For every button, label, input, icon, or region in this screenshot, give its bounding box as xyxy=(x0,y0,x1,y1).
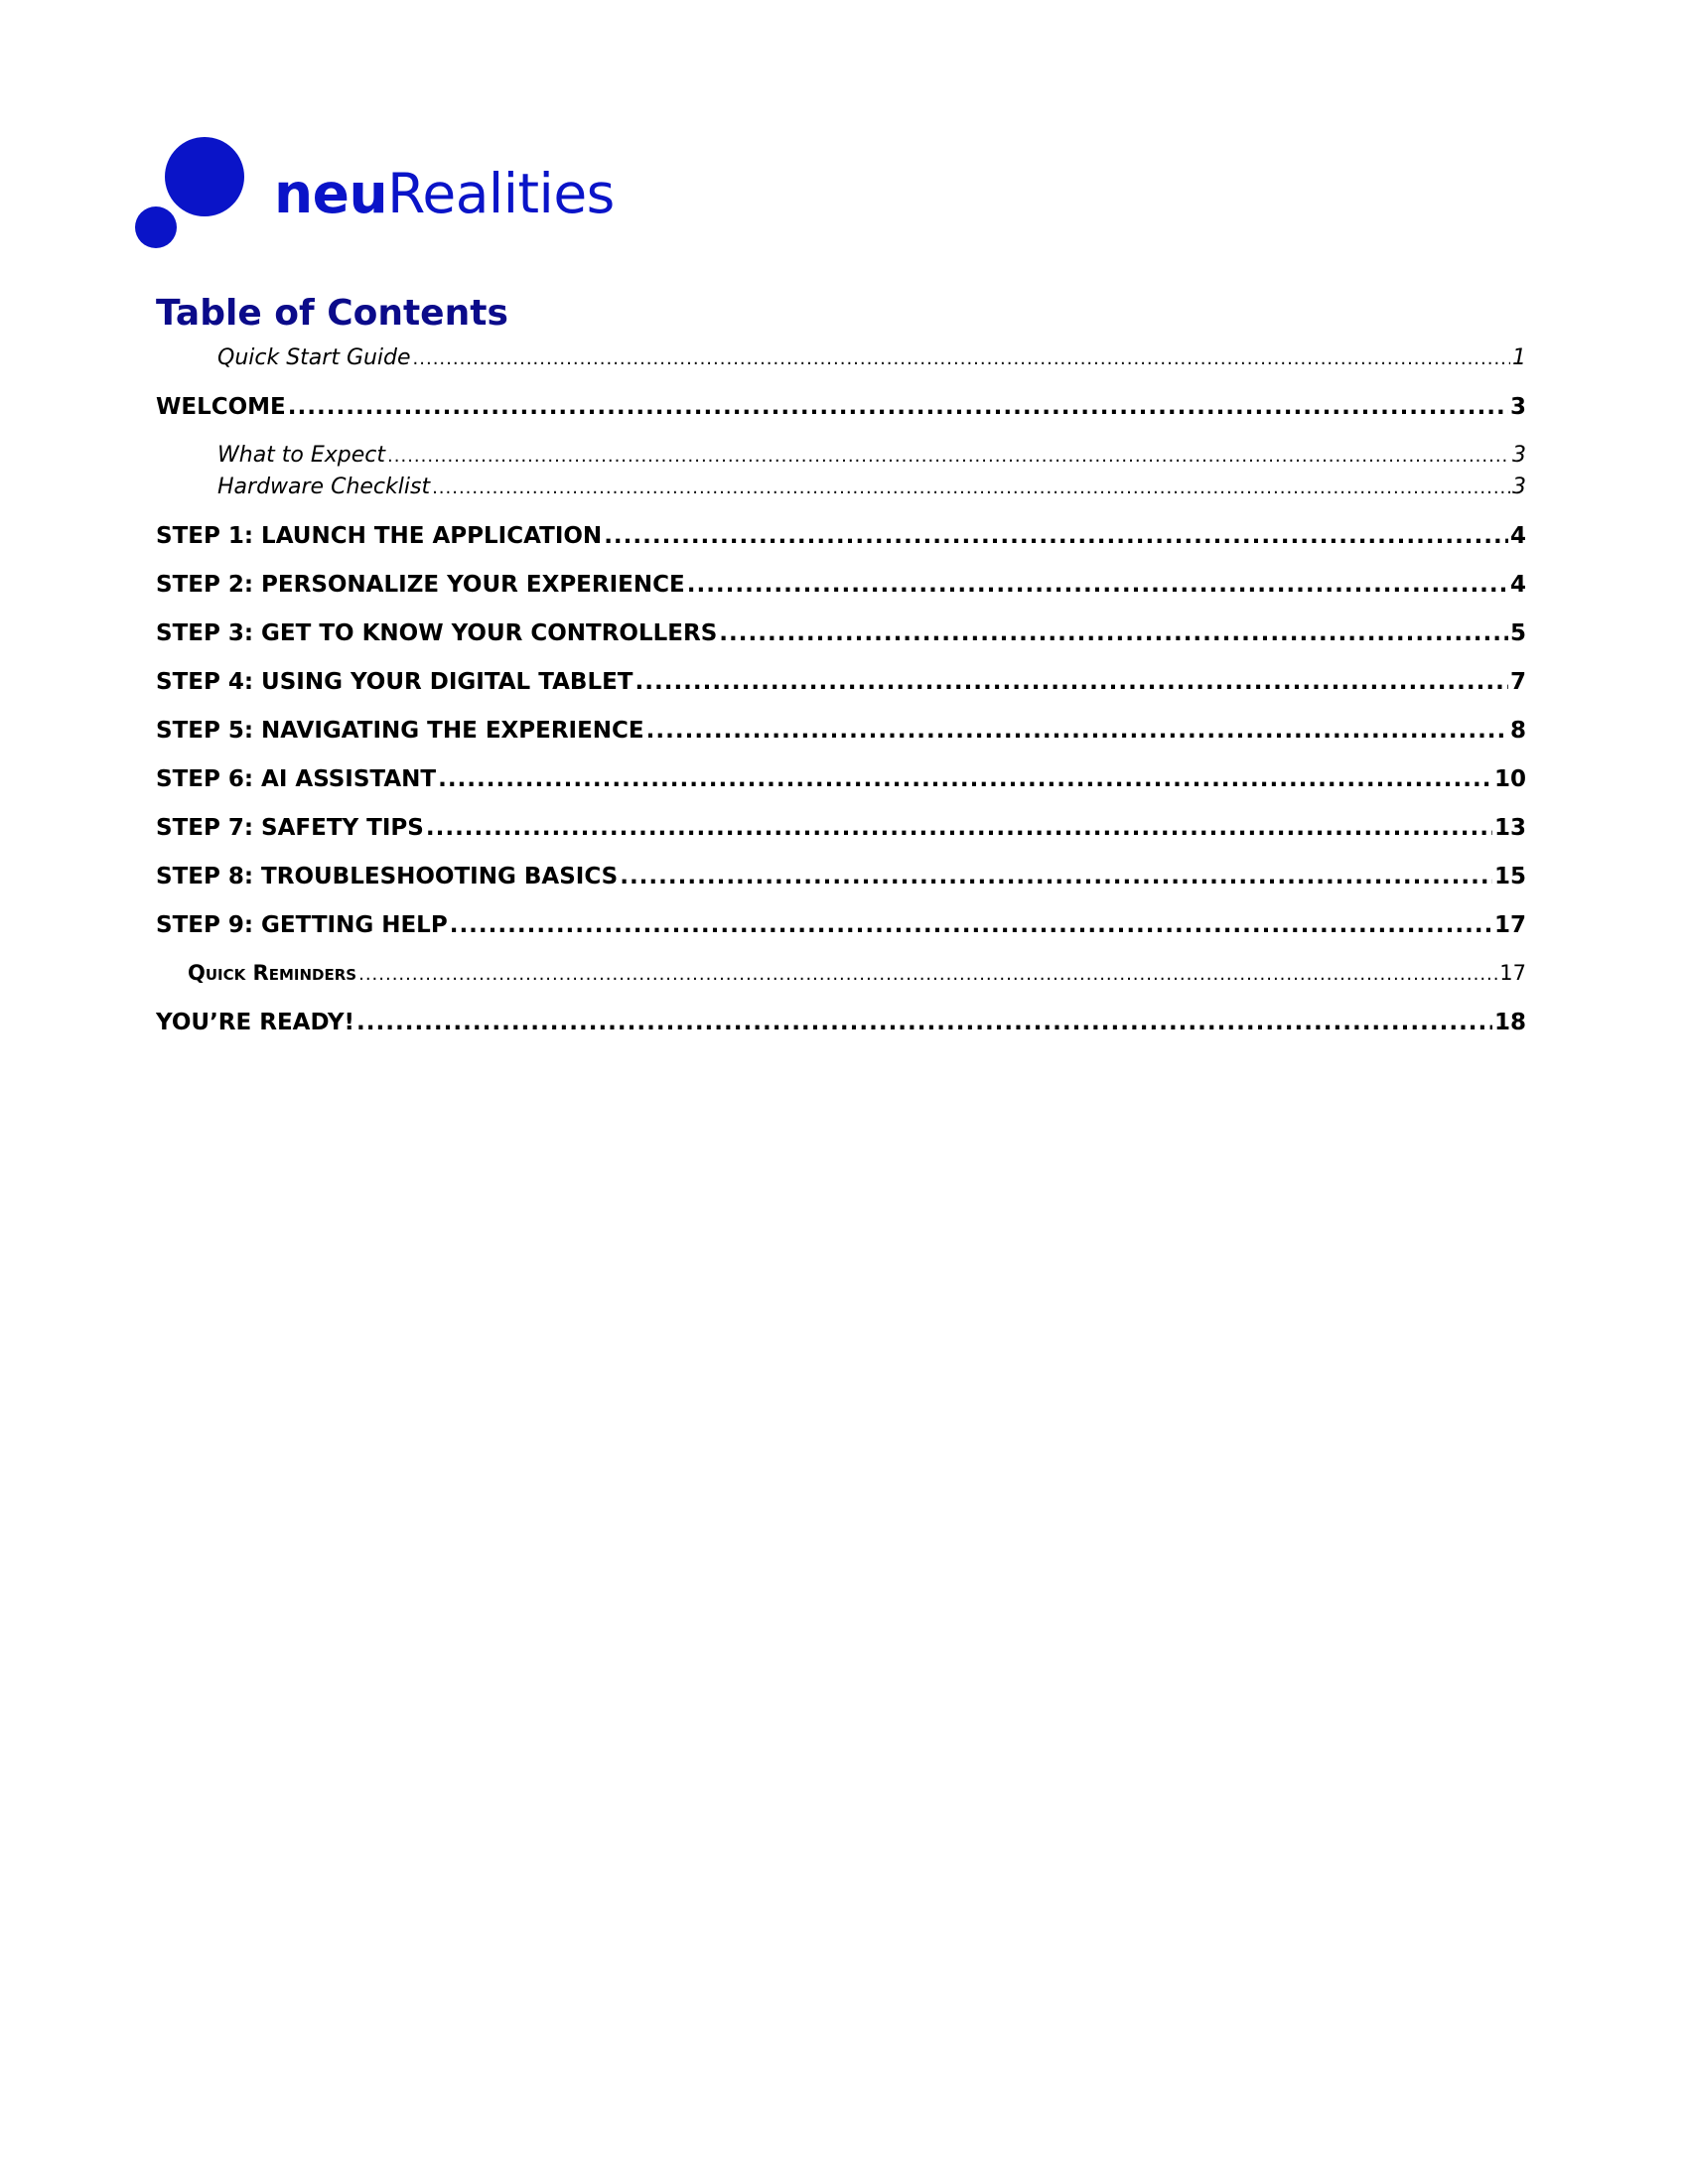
toc-entry-page: 3 xyxy=(1509,394,1526,420)
toc-leader-dots xyxy=(646,718,1508,744)
toc-entry[interactable] xyxy=(156,394,1526,428)
toc-leader-dots xyxy=(438,766,1492,792)
toc-leader-dots xyxy=(635,669,1508,695)
toc-entry-page: 17 xyxy=(1493,912,1526,938)
toc-leader-dots xyxy=(413,348,1510,369)
toc-entry-label: STEP 8: TROUBLESHOOTING BASICS xyxy=(156,864,619,889)
toc-entry-label: Quick Reminders xyxy=(188,961,357,985)
toc-entry-label: STEP 9: GETTING HELP xyxy=(156,912,448,938)
toc-entry-page: 1 xyxy=(1512,345,1526,370)
toc-entry-page: 7 xyxy=(1509,669,1526,695)
toc-entry-label: What to Expect xyxy=(217,443,386,468)
toc-leader-dots xyxy=(387,446,1510,467)
toc-entry[interactable] xyxy=(156,766,1526,800)
brand-name-light: Realities xyxy=(387,162,615,225)
toc-entry[interactable] xyxy=(156,443,1526,477)
toc-entry-label: STEP 4: USING YOUR DIGITAL TABLET xyxy=(156,669,633,695)
toc-entry-label: YOU’RE READY! xyxy=(156,1010,355,1035)
toc-entry-label: STEP 3: GET TO KNOW YOUR CONTROLLERS xyxy=(156,620,718,646)
toc-leader-dots xyxy=(450,912,1492,938)
toc-leader-dots xyxy=(358,964,1497,985)
table-of-contents xyxy=(156,0,1526,2184)
toc-entry[interactable] xyxy=(156,815,1526,849)
toc-entry[interactable] xyxy=(156,912,1526,946)
toc-entry[interactable] xyxy=(156,620,1526,654)
toc-entry-page: 18 xyxy=(1493,1010,1526,1035)
toc-entry[interactable] xyxy=(156,1010,1526,1043)
toc-entry-label: WELCOME xyxy=(156,394,286,420)
toc-entry-label: Quick Start Guide xyxy=(217,345,411,370)
toc-title: Table of Contents xyxy=(156,293,508,334)
toc-leader-dots xyxy=(620,864,1492,889)
toc-entry-page: 8 xyxy=(1509,718,1526,744)
toc-leader-dots xyxy=(426,815,1492,841)
toc-entry-page: 13 xyxy=(1493,815,1526,841)
toc-entry-label: STEP 6: AI ASSISTANT xyxy=(156,766,437,792)
toc-entry-label: Hardware Checklist xyxy=(217,475,431,499)
toc-entry-label: STEP 2: PERSONALIZE YOUR EXPERIENCE xyxy=(156,572,685,598)
toc-entry-page: 10 xyxy=(1493,766,1526,792)
toc-entry[interactable] xyxy=(156,572,1526,606)
toc-entry-page: 17 xyxy=(1499,961,1526,985)
toc-entry[interactable] xyxy=(156,669,1526,703)
toc-entry[interactable] xyxy=(156,718,1526,751)
toc-entry[interactable] xyxy=(156,345,1526,379)
toc-entry-label: STEP 5: NAVIGATING THE EXPERIENCE xyxy=(156,718,644,744)
toc-leader-dots xyxy=(288,394,1508,420)
toc-entry-page: 4 xyxy=(1509,572,1526,598)
toc-entry-label: STEP 1: LAUNCH THE APPLICATION xyxy=(156,523,603,549)
toc-leader-dots xyxy=(432,478,1510,498)
toc-entry[interactable] xyxy=(156,475,1526,508)
toc-entry-page: 3 xyxy=(1512,443,1526,468)
toc-entry[interactable] xyxy=(156,961,1526,995)
brand-name-bold: neu xyxy=(274,162,388,225)
toc-entry[interactable] xyxy=(156,523,1526,557)
toc-entry-page: 4 xyxy=(1509,523,1526,549)
toc-entry-page: 15 xyxy=(1493,864,1526,889)
toc-entry-page: 3 xyxy=(1512,475,1526,499)
toc-entry-page: 5 xyxy=(1509,620,1526,646)
toc-leader-dots xyxy=(604,523,1508,549)
toc-entry[interactable] xyxy=(156,864,1526,897)
toc-entry-label: STEP 7: SAFETY TIPS xyxy=(156,815,424,841)
toc-leader-dots xyxy=(687,572,1508,598)
toc-leader-dots xyxy=(719,620,1508,646)
toc-leader-dots xyxy=(356,1010,1492,1035)
